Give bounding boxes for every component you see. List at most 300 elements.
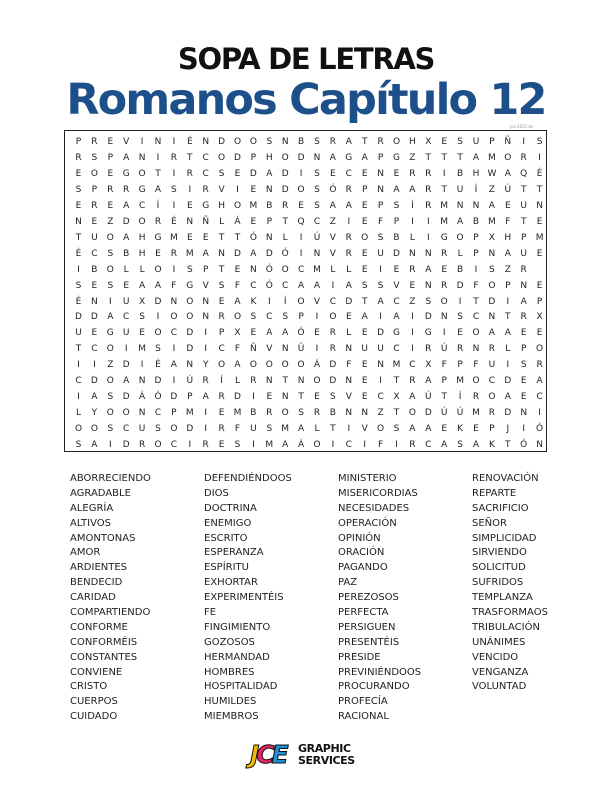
grid-letter: N bbox=[472, 200, 480, 211]
grid-letter: E bbox=[361, 200, 368, 211]
grid-letter: P bbox=[473, 248, 479, 259]
grid-letter: F bbox=[234, 344, 241, 355]
grid-letter: C bbox=[123, 312, 130, 323]
grid-letter: E bbox=[314, 392, 320, 403]
grid-letter: O bbox=[504, 152, 512, 163]
grid-row bbox=[65, 278, 546, 294]
grid-letter: S bbox=[75, 184, 82, 195]
grid-letter: V bbox=[361, 424, 368, 435]
word-list-item: FE bbox=[204, 607, 217, 619]
grid-letter: C bbox=[123, 424, 130, 435]
grid-letter: T bbox=[282, 376, 288, 387]
grid-letter: A bbox=[377, 296, 384, 307]
grid-letter: R bbox=[409, 264, 416, 275]
word-list-item: NECESIDADES bbox=[338, 502, 410, 514]
grid-row bbox=[65, 166, 546, 182]
word-list-item: PAGANDO bbox=[338, 562, 388, 574]
word-list-item: SIMPLICIDAD bbox=[472, 532, 537, 544]
grid-letter: M bbox=[185, 408, 194, 419]
grid-letter: P bbox=[393, 216, 400, 227]
grid-letter: O bbox=[472, 376, 480, 387]
grid-letter: O bbox=[138, 168, 146, 179]
grid-letter: I bbox=[204, 328, 208, 339]
grid-letter: U bbox=[91, 232, 98, 243]
grid-letter: N bbox=[345, 408, 353, 419]
grid-letter: M bbox=[233, 408, 242, 419]
grid-letter: A bbox=[472, 440, 480, 451]
grid-letter: O bbox=[233, 137, 242, 147]
grid-letter: Z bbox=[329, 216, 336, 227]
grid-letter: I bbox=[188, 440, 192, 451]
grid-letter: N bbox=[377, 184, 384, 195]
grid-letter: S bbox=[425, 296, 432, 307]
grid-letter: E bbox=[330, 168, 336, 179]
grid-letter: A bbox=[298, 424, 305, 435]
grid-letter: I bbox=[299, 168, 303, 179]
grid-letter: S bbox=[107, 280, 114, 291]
grid-letter: I bbox=[204, 424, 208, 435]
grid-letter: F bbox=[346, 360, 352, 371]
grid-letter: E bbox=[314, 328, 320, 339]
grid-letter: N bbox=[361, 408, 369, 419]
grid-letter: P bbox=[75, 137, 82, 147]
grid-letter: T bbox=[218, 232, 225, 243]
grid-letter: T bbox=[282, 216, 288, 227]
grid-letter: V bbox=[345, 392, 352, 403]
grid-letter: R bbox=[91, 200, 98, 211]
grid-letter: Í bbox=[474, 184, 478, 195]
grid-letter: D bbox=[186, 328, 194, 339]
grid-letter: O bbox=[106, 344, 114, 355]
grid-letter: I bbox=[108, 440, 112, 451]
word-list-item: HERMANDAD bbox=[204, 651, 270, 663]
grid-letter: I bbox=[411, 344, 414, 355]
grid-letter: O bbox=[281, 408, 289, 419]
grid-letter: Í bbox=[458, 392, 462, 403]
grid-letter: A bbox=[409, 424, 416, 435]
grid-letter: R bbox=[218, 312, 225, 323]
grid-row bbox=[65, 357, 546, 373]
grid-letter: J bbox=[506, 424, 510, 435]
grid-letter: N bbox=[488, 312, 496, 323]
grid-letter: R bbox=[329, 344, 337, 355]
grid-letter: N bbox=[536, 200, 543, 211]
grid-letter: I bbox=[426, 216, 430, 227]
grid-letter: É bbox=[536, 168, 543, 179]
grid-letter: L bbox=[457, 248, 463, 259]
logo-mark bbox=[250, 740, 286, 770]
grid-letter: V bbox=[393, 280, 400, 291]
grid-letter: A bbox=[441, 440, 448, 451]
grid-letter: M bbox=[472, 408, 480, 419]
grid-letter: I bbox=[315, 312, 319, 323]
grid-letter: E bbox=[536, 216, 543, 227]
grid-letter: H bbox=[218, 200, 225, 211]
grid-letter: A bbox=[504, 248, 511, 259]
grid-letter: S bbox=[282, 312, 289, 323]
word-list-item: TEMPLANZA bbox=[472, 592, 533, 604]
grid-letter: A bbox=[393, 184, 400, 195]
grid-letter: N bbox=[281, 137, 289, 147]
grid-letter: D bbox=[90, 312, 98, 323]
grid-letter: N bbox=[154, 137, 162, 147]
grid-letter: X bbox=[536, 312, 543, 323]
grid-letter: S bbox=[155, 344, 161, 355]
grid-letter: Ó bbox=[249, 232, 257, 243]
grid-letter: O bbox=[186, 296, 194, 307]
grid-letter: I bbox=[172, 264, 176, 275]
word-list-item: HUMILDES bbox=[204, 696, 257, 708]
grid-letter: E bbox=[234, 264, 241, 275]
grid-letter: U bbox=[250, 424, 257, 435]
grid-letter: E bbox=[393, 264, 400, 275]
grid-letter: S bbox=[330, 392, 336, 403]
grid-letter: M bbox=[170, 232, 178, 243]
grid-letter: I bbox=[77, 392, 80, 403]
grid-letter: F bbox=[378, 440, 384, 451]
grid-letter: O bbox=[377, 424, 385, 435]
grid-letter: Ó bbox=[154, 392, 162, 403]
grid-letter: R bbox=[138, 440, 146, 451]
grid-letter: Ó bbox=[536, 424, 544, 435]
grid-letter: P bbox=[457, 360, 463, 371]
grid-letter: P bbox=[520, 344, 527, 355]
grid-letter: R bbox=[425, 344, 432, 355]
grid-letter: O bbox=[186, 312, 194, 323]
grid-letter: L bbox=[219, 216, 225, 227]
grid-letter: Ü bbox=[297, 344, 305, 355]
grid-letter: L bbox=[139, 264, 145, 275]
grid-letter: U bbox=[456, 184, 464, 195]
word-list-item: SEÑOR bbox=[472, 517, 507, 529]
grid-letter: D bbox=[170, 392, 178, 403]
grid-letter: K bbox=[457, 424, 464, 435]
word-list-column-2 bbox=[204, 472, 292, 725]
grid-letter: B bbox=[91, 264, 98, 275]
grid-letter: O bbox=[249, 360, 257, 371]
grid-letter: H bbox=[504, 232, 512, 243]
copyright-note: jce·2021·bn bbox=[510, 124, 534, 129]
grid-letter: E bbox=[250, 184, 257, 195]
grid-letter: E bbox=[361, 360, 368, 371]
grid-letter: F bbox=[234, 280, 241, 291]
grid-letter: C bbox=[218, 344, 225, 355]
grid-letter: E bbox=[536, 248, 543, 259]
grid-letter: I bbox=[522, 424, 526, 435]
grid-letter: I bbox=[93, 360, 96, 371]
grid-letter: O bbox=[218, 152, 226, 163]
grid-letter: G bbox=[424, 328, 432, 339]
grid-letter: Ó bbox=[329, 184, 337, 195]
grid-letter: T bbox=[393, 376, 400, 387]
grid-letter: F bbox=[441, 360, 447, 371]
grid-letter: C bbox=[91, 344, 98, 355]
grid-letter: A bbox=[282, 440, 289, 451]
grid-letter: R bbox=[377, 137, 384, 147]
grid-letter: I bbox=[77, 360, 80, 371]
grid-letter: G bbox=[186, 280, 194, 291]
grid-letter: I bbox=[172, 168, 176, 179]
grid-letter: Ó bbox=[281, 248, 289, 259]
grid-letter: A bbox=[282, 328, 289, 339]
grid-letter: T bbox=[75, 232, 82, 243]
grid-letter: C bbox=[202, 152, 209, 163]
grid-letter: C bbox=[472, 312, 480, 323]
grid-letter: R bbox=[345, 232, 352, 243]
grid-letter: O bbox=[281, 264, 289, 275]
grid-letter: E bbox=[107, 137, 114, 147]
grid-letter: D bbox=[249, 168, 257, 179]
grid-letter: V bbox=[202, 280, 209, 291]
grid-letter: D bbox=[218, 137, 226, 147]
grid-letter: I bbox=[379, 376, 382, 387]
word-list-item: ORACIÓN bbox=[338, 547, 385, 559]
word-list-item: CUIDADO bbox=[70, 711, 118, 723]
grid-letter: Í bbox=[156, 200, 160, 211]
grid-letter: B bbox=[329, 408, 336, 419]
grid-letter: A bbox=[457, 216, 464, 227]
grid-letter: E bbox=[75, 200, 82, 211]
grid-letter: Í bbox=[220, 376, 223, 387]
word-list-item: CARIDAD bbox=[70, 592, 116, 604]
grid-letter: O bbox=[488, 280, 496, 291]
grid-letter: O bbox=[536, 344, 544, 355]
grid-letter: Á bbox=[313, 360, 321, 371]
grid-letter: R bbox=[441, 248, 448, 259]
grid-letter: O bbox=[154, 264, 162, 275]
grid-letter: X bbox=[425, 360, 432, 371]
grid-letter: I bbox=[252, 440, 255, 451]
grid-letter: I bbox=[347, 216, 351, 227]
grid-letter: I bbox=[395, 440, 398, 451]
grid-letter: R bbox=[170, 248, 178, 259]
logo-wordmark bbox=[298, 743, 355, 766]
grid-letter: O bbox=[218, 360, 226, 371]
grid-letter: R bbox=[154, 216, 162, 227]
word-list-item: ESCRITO bbox=[204, 532, 248, 544]
grid-letter: P bbox=[298, 312, 304, 323]
word-list-item: DIOS bbox=[204, 487, 229, 499]
grid-letter: S bbox=[218, 168, 225, 179]
grid-letter: I bbox=[267, 296, 271, 307]
grid-letter: A bbox=[202, 392, 209, 403]
grid-letter: É bbox=[75, 296, 82, 307]
word-list-item: CONFORMÉIS bbox=[70, 636, 138, 648]
grid-letter: R bbox=[345, 184, 352, 195]
grid-letter: R bbox=[488, 408, 496, 419]
grid-row bbox=[65, 182, 546, 198]
grid-letter: D bbox=[122, 440, 130, 451]
grid-row bbox=[65, 198, 546, 214]
word-list-item: VENGANZA bbox=[472, 666, 529, 678]
word-list-item: DEFENDIÉNDOOS bbox=[204, 473, 292, 484]
grid-letter: A bbox=[425, 376, 432, 387]
grid-letter: A bbox=[266, 168, 273, 179]
grid-letter: Á bbox=[139, 392, 146, 403]
grid-letter: S bbox=[107, 248, 114, 259]
grid-letter: N bbox=[218, 248, 225, 259]
grid-letter: I bbox=[204, 344, 208, 355]
grid-letter: H bbox=[138, 248, 146, 259]
grid-letter: Ó bbox=[297, 328, 305, 339]
grid-letter: I bbox=[172, 344, 176, 355]
grid-letter: U bbox=[520, 248, 527, 259]
grid-letter: I bbox=[331, 440, 335, 451]
grid-letter: R bbox=[488, 344, 496, 355]
grid-letter: O bbox=[90, 424, 98, 435]
grid-letter: A bbox=[504, 328, 511, 339]
grid-letter: D bbox=[90, 376, 98, 387]
grid-letter: O bbox=[233, 312, 242, 323]
grid-letter: E bbox=[536, 280, 543, 291]
word-list-item: AMONTONAS bbox=[70, 532, 136, 544]
grid-letter: R bbox=[409, 440, 416, 451]
grid-letter: S bbox=[139, 312, 145, 323]
grid-letter: O bbox=[297, 184, 305, 195]
grid-letter: O bbox=[122, 408, 130, 419]
grid-letter: Ó bbox=[265, 280, 273, 291]
grid-letter: A bbox=[329, 200, 336, 211]
grid-letter: I bbox=[156, 312, 160, 323]
grid-letter: A bbox=[91, 440, 98, 451]
grid-letter: U bbox=[377, 344, 384, 355]
logo-letter-c: C bbox=[256, 740, 272, 769]
word-list-item: GOZOSOS bbox=[204, 636, 255, 648]
grid-letter: P bbox=[107, 152, 114, 163]
grid-letter: N bbox=[202, 137, 210, 147]
grid-letter: A bbox=[504, 168, 511, 179]
grid-letter: Ú bbox=[456, 408, 464, 419]
grid-letter: B bbox=[298, 137, 305, 147]
grid-letter: E bbox=[441, 424, 448, 435]
grid-letter: P bbox=[473, 232, 479, 243]
word-list-item: CRISTO bbox=[70, 681, 108, 693]
word-list-item: ARDIENTES bbox=[70, 562, 128, 574]
grid-letter: A bbox=[234, 296, 241, 307]
grid-letter: I bbox=[172, 200, 176, 211]
grid-letter: D bbox=[281, 184, 289, 195]
logo-line-1: GRAPHIC bbox=[298, 742, 351, 755]
grid-letter: G bbox=[393, 152, 400, 163]
grid-letter: E bbox=[457, 328, 463, 339]
grid-letter: L bbox=[282, 232, 288, 243]
grid-letter: E bbox=[361, 216, 368, 227]
grid-letter: I bbox=[124, 344, 128, 355]
grid-letter: N bbox=[202, 296, 210, 307]
jce-logo bbox=[250, 740, 362, 770]
grid-letter: D bbox=[297, 152, 305, 163]
grid-letter: E bbox=[250, 216, 257, 227]
grid-letter: I bbox=[172, 376, 176, 387]
grid-letter: R bbox=[456, 344, 464, 355]
word-list-item: PAZ bbox=[338, 577, 358, 589]
grid-letter: X bbox=[393, 392, 400, 403]
grid-letter: R bbox=[425, 200, 432, 211]
grid-letter: T bbox=[473, 296, 479, 307]
grid-letter: A bbox=[123, 152, 130, 163]
grid-letter: I bbox=[522, 137, 526, 147]
grid-letter: E bbox=[250, 328, 257, 339]
grid-letter: O bbox=[440, 296, 448, 307]
grid-letter: I bbox=[252, 392, 255, 403]
grid-letter: S bbox=[457, 312, 463, 323]
grid-letter: A bbox=[361, 312, 368, 323]
grid-letter: N bbox=[186, 360, 194, 371]
grid-letter: U bbox=[122, 296, 130, 307]
grid-letter: C bbox=[536, 392, 543, 403]
grid-letter: Ú bbox=[425, 392, 432, 403]
grid-letter: N bbox=[345, 376, 353, 387]
grid-letter: F bbox=[473, 280, 479, 291]
grid-letter: I bbox=[140, 360, 144, 371]
grid-letter: E bbox=[520, 392, 527, 403]
grid-letter: S bbox=[107, 424, 114, 435]
grid-letter: E bbox=[441, 264, 448, 275]
grid-letter: R bbox=[313, 408, 321, 419]
grid-letter: N bbox=[520, 280, 528, 291]
grid-letter: D bbox=[424, 408, 432, 419]
grid-letter: Q bbox=[297, 216, 305, 227]
grid-letter: L bbox=[123, 264, 129, 275]
grid-letter: S bbox=[393, 200, 400, 211]
grid-letter: C bbox=[377, 392, 384, 403]
word-list-item: TRASFORMAOS bbox=[472, 607, 548, 619]
grid-letter: O bbox=[281, 360, 289, 371]
grid-letter: O bbox=[106, 376, 114, 387]
grid-letter: R bbox=[186, 168, 193, 179]
grid-letter: A bbox=[234, 360, 241, 371]
grid-letter: T bbox=[393, 408, 400, 419]
word-list-item: PEREZOSOS bbox=[338, 592, 399, 604]
grid-letter: L bbox=[234, 376, 240, 387]
grid-letter: S bbox=[457, 440, 463, 451]
grid-letter: I bbox=[411, 216, 414, 227]
grid-letter: K bbox=[488, 440, 495, 451]
grid-letter: S bbox=[536, 137, 543, 147]
grid-letter: E bbox=[520, 328, 527, 339]
grid-letter: Í bbox=[411, 200, 414, 211]
grid-letter: I bbox=[411, 328, 414, 339]
grid-letter: E bbox=[91, 280, 98, 291]
grid-letter: U bbox=[472, 137, 480, 147]
grid-letter: P bbox=[489, 137, 495, 147]
grid-letter: A bbox=[345, 137, 352, 147]
grid-letter: O bbox=[170, 312, 178, 323]
grid-letter: T bbox=[520, 184, 527, 195]
grid-letter: O bbox=[154, 440, 162, 451]
grid-letter: T bbox=[520, 216, 527, 227]
grid-letter: C bbox=[170, 440, 178, 451]
grid-letter: O bbox=[154, 328, 162, 339]
word-list-column-3 bbox=[338, 472, 421, 725]
grid-letter: D bbox=[345, 296, 353, 307]
grid-letter: E bbox=[139, 328, 145, 339]
grid-letter: L bbox=[505, 344, 511, 355]
grid-letter: N bbox=[409, 248, 416, 259]
grid-letter: A bbox=[123, 376, 130, 387]
grid-letter: F bbox=[378, 216, 384, 227]
grid-letter: E bbox=[218, 408, 225, 419]
grid-letter: N bbox=[440, 312, 448, 323]
grid-letter: S bbox=[266, 137, 273, 147]
grid-letter: C bbox=[91, 248, 98, 259]
word-list-item: MISERICORDIAS bbox=[338, 487, 418, 499]
grid-letter: I bbox=[204, 408, 208, 419]
grid-letter: N bbox=[265, 184, 273, 195]
grid-letter: V bbox=[218, 184, 225, 195]
grid-letter: M bbox=[488, 216, 496, 227]
grid-letter: M bbox=[535, 232, 544, 243]
